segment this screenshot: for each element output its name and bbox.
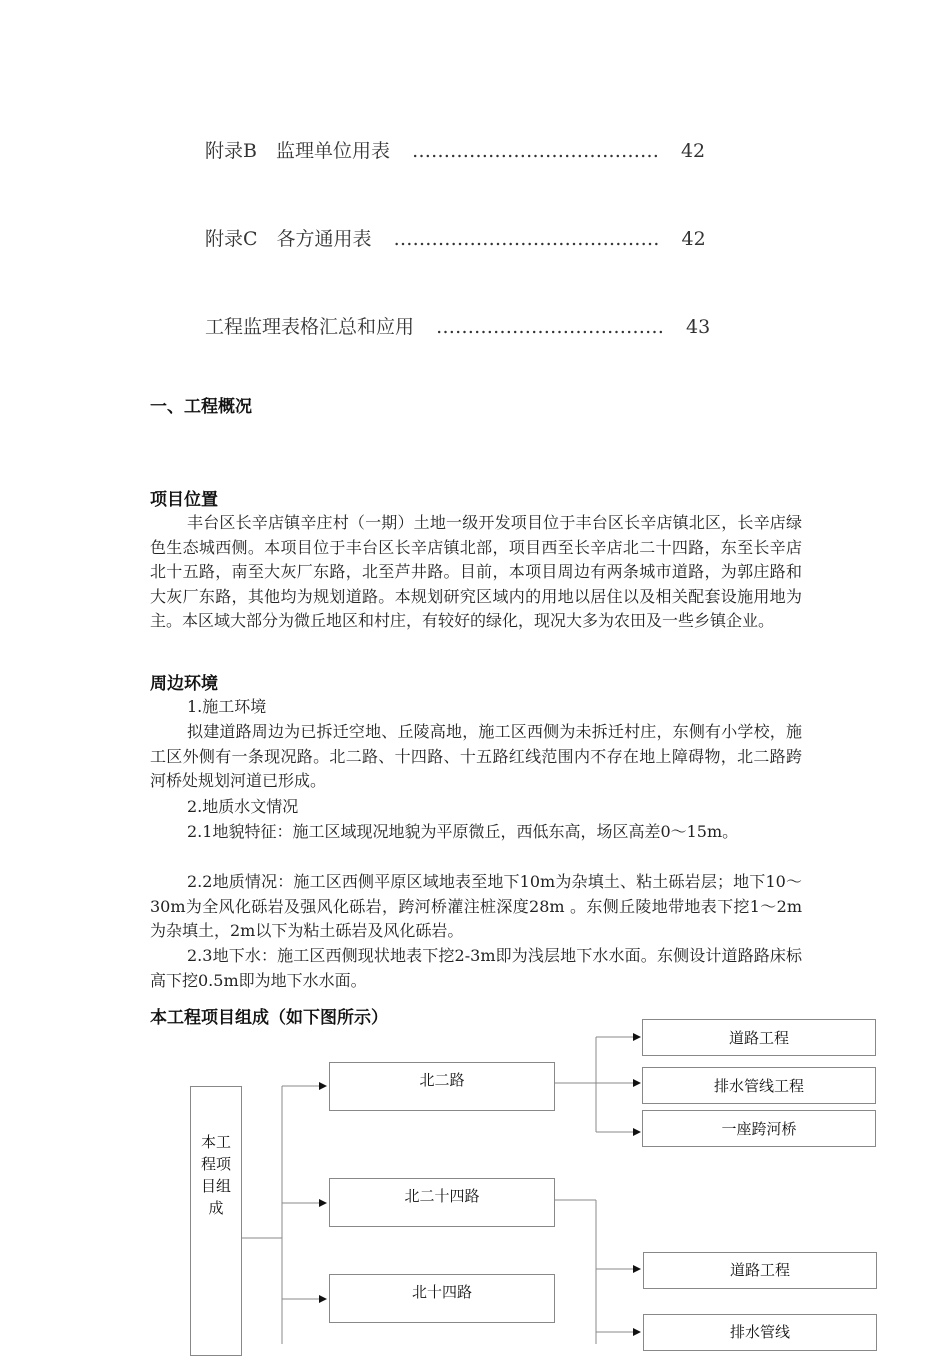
item-box [643,1252,877,1289]
location-heading: 项目位置 [150,490,218,510]
construction-env-title: 1.施工环境 [187,697,267,716]
road-label: 北十四路 [411,1283,472,1301]
road-box [329,1178,555,1227]
environment-heading: 周边环境 [150,674,218,694]
item-box [642,1110,876,1147]
road-label: 北二十四路 [404,1187,480,1205]
toc-page-number: 42 [681,228,706,250]
item-label: 排水管线 [729,1323,790,1341]
toc-label: 附录C 各方通用表 [205,228,372,250]
item-label: 排水管线工程 [713,1077,804,1095]
item-label: 一座跨河桥 [721,1120,797,1138]
toc-leader: …………………………………… [393,228,660,250]
root-box [190,1086,242,1356]
geology-title: 2.地质水文情况 [187,797,299,816]
geology-paragraph: 2.2地质情况：施工区西侧平原区域地表至地下10m为杂填土、粘土砾岩层；地下10～30m为全风化砾岩及强风化砾岩，跨河桥灌注桩深度28m 。东侧丘陵地带地表下挖1～2m为杂填土，2m以下为粘土砾岩及风化砾岩。 [150,872,802,941]
item-box [642,1019,876,1056]
road-box [329,1274,555,1323]
toc-label: 工程监理表格汇总和应用 [205,316,415,338]
item-label: 道路工程 [729,1261,790,1279]
toc-leader: ………………………………… [411,140,659,162]
root-label: 本工程项目组成 [200,1133,231,1217]
toc-page-number: 42 [680,140,706,162]
road-label: 北二路 [419,1071,465,1089]
item-label: 道路工程 [728,1029,789,1047]
groundwater-paragraph: 2.3地下水：施工区西侧现状地表下挖2-3m即为浅层地下水水面。东侧设计道路路床标高下挖0.5m即为地下水水面。 [150,946,802,990]
section-title: 一、工程概况 [150,397,252,417]
item-box [642,1067,876,1104]
toc-page-number: 43 [686,316,711,338]
toc-leader: ……………………………… [436,316,665,338]
landform-paragraph: 2.1地貌特征：施工区域现况地貌为平原微丘，西低东高，场区高差0～15m。 [187,822,739,841]
composition-heading: 本工程项目组成（如下图所示） [150,1008,388,1028]
construction-env-paragraph: 拟建道路周边为已拆迁空地、丘陵高地，施工区西侧为未拆迁村庄，东侧有小学校，施工区外侧有一条现况路。北二路、十四路、十五路红线范围内不存在地上障碍物，北二路跨河桥处规划河道已形成。 [150,722,802,791]
item-box [643,1314,877,1351]
road-box [329,1062,555,1111]
toc-label: 附录B 监理单位用表 [205,140,390,162]
location-paragraph: 丰台区长辛店镇辛庄村（一期）土地一级开发项目位于丰台区长辛店镇北区，长辛店绿色生态城西侧。本项目位于丰台区长辛店镇北部，项目西至长辛店北二十四路，东至长辛店北十五路，南至大灰厂东路，北至芦井路。目前，本项目周边有两条城市道路，为郭庄路和大灰厂东路，其他均为规划道路。本规划研究区域内的用地以居住以及相关配套设施用地为主。本区域大部分为微丘地区和村庄，有较好的绿化，现况大多为农田及一些乡镇企业。 [150,513,802,631]
